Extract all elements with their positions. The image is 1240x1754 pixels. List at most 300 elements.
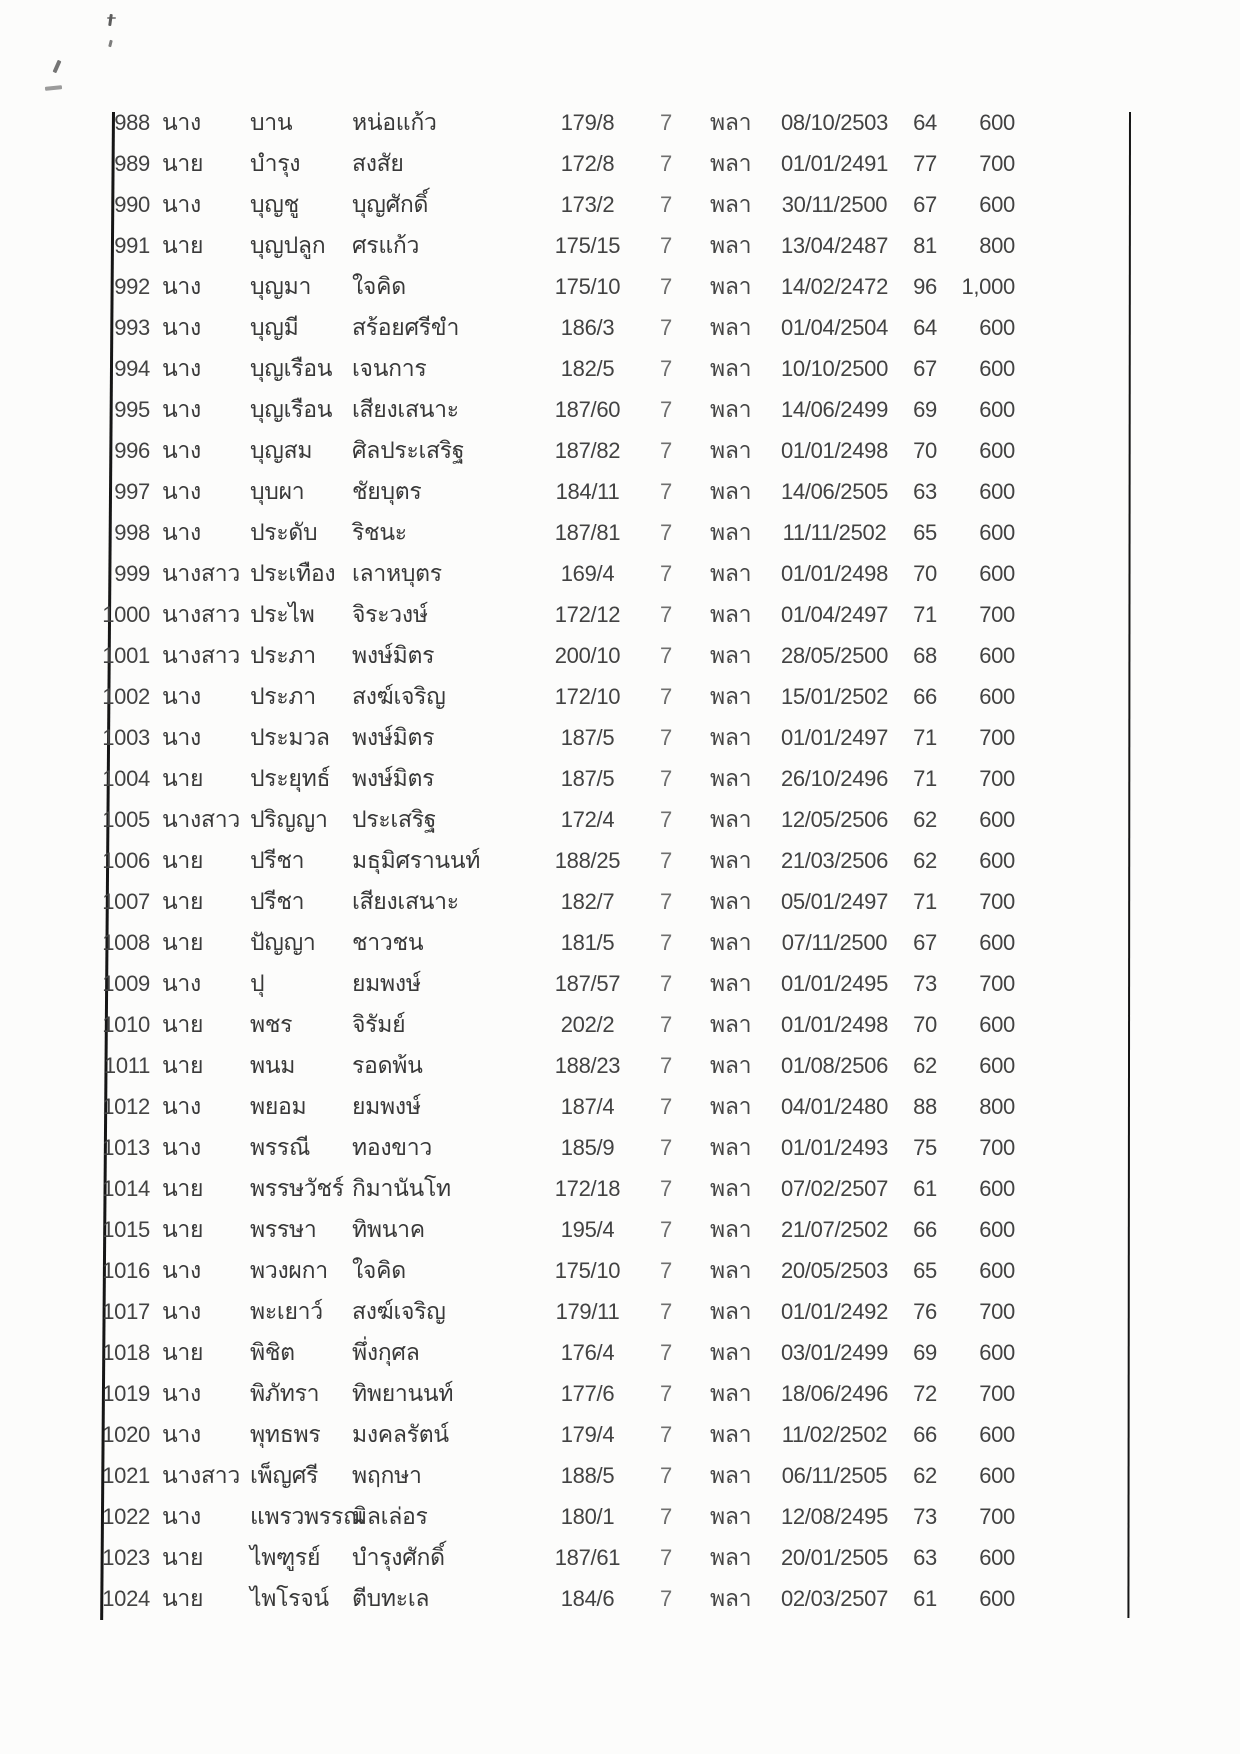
cell-birth-date: 01/01/2497 xyxy=(780,725,889,750)
cell-moo: 7 xyxy=(660,561,672,586)
cell-first-name: บุญมา xyxy=(250,273,312,299)
cell-title: นาย xyxy=(162,232,204,258)
table-row xyxy=(100,881,1030,922)
cell-house-no: 173/2 xyxy=(560,192,615,217)
cell-tambon: พลา xyxy=(710,1421,752,1447)
cell-last-name: สร้อยศรีขำ xyxy=(352,314,460,340)
cell-first-name: พิชิต xyxy=(250,1339,295,1365)
cell-house-no: 181/5 xyxy=(560,930,615,955)
cell-row-number: 994 xyxy=(114,356,150,381)
table-row xyxy=(100,1250,1030,1291)
cell-amount: 600 xyxy=(979,807,1015,832)
cell-title: นาง xyxy=(162,1257,201,1283)
cell-last-name: จิระวงษ์ xyxy=(352,601,428,627)
cell-last-name: กิมานันโท xyxy=(352,1175,451,1201)
table-row xyxy=(100,184,1030,225)
cell-birth-date: 01/01/2498 xyxy=(780,438,889,463)
cell-moo: 7 xyxy=(660,807,672,832)
cell-amount: 600 xyxy=(979,479,1015,504)
cell-title: นาย xyxy=(162,1175,204,1201)
cell-row-number: 1006 xyxy=(102,848,150,873)
cell-first-name: เพ็ญศรี xyxy=(250,1462,319,1488)
cell-row-number: 1000 xyxy=(102,602,150,627)
cell-row-number: 990 xyxy=(114,192,150,217)
cell-title: นาย xyxy=(162,1011,204,1037)
cell-age: 62 xyxy=(913,807,937,832)
cell-last-name: ตีบทะเล xyxy=(352,1585,430,1611)
cell-first-name: ประเทือง xyxy=(250,560,336,586)
cell-first-name: บุญปลูก xyxy=(250,232,326,258)
cell-first-name: บุญเรือน xyxy=(250,355,333,381)
cell-house-no: 184/11 xyxy=(555,479,620,504)
table-row xyxy=(100,266,1030,307)
cell-tambon: พลา xyxy=(710,519,752,545)
table-row xyxy=(100,1373,1030,1414)
cell-tambon: พลา xyxy=(710,1011,752,1037)
cell-house-no: 175/10 xyxy=(554,274,621,299)
cell-row-number: 1015 xyxy=(102,1217,150,1242)
cell-last-name: เลาหบุตร xyxy=(352,560,442,586)
cell-last-name: ศิลประเสริฐ xyxy=(352,437,465,463)
cell-age: 63 xyxy=(913,479,937,504)
table-row xyxy=(100,1168,1030,1209)
table-row xyxy=(100,1414,1030,1455)
cell-tambon: พลา xyxy=(710,683,752,709)
cell-house-no: 172/8 xyxy=(560,151,615,176)
cell-house-no: 184/6 xyxy=(560,1586,615,1611)
cell-row-number: 992 xyxy=(114,274,150,299)
cell-moo: 7 xyxy=(660,602,672,627)
cell-row-number: 1024 xyxy=(102,1586,150,1611)
cell-row-number: 1013 xyxy=(102,1135,150,1160)
cell-first-name: ไพฑูรย์ xyxy=(250,1544,321,1570)
cell-birth-date: 02/03/2507 xyxy=(780,1586,889,1611)
cell-house-no: 176/4 xyxy=(560,1340,615,1365)
cell-age: 81 xyxy=(913,233,937,258)
cell-row-number: 1017 xyxy=(102,1299,150,1324)
cell-birth-date: 01/01/2491 xyxy=(780,151,889,176)
cell-row-number: 995 xyxy=(114,397,150,422)
cell-birth-date: 12/05/2506 xyxy=(780,807,889,832)
cell-birth-date: 11/02/2502 xyxy=(781,1422,888,1447)
cell-amount: 800 xyxy=(979,233,1015,258)
cell-title: นาง xyxy=(162,1503,201,1529)
cell-first-name: แพรวพรรณ xyxy=(250,1503,365,1529)
table-row xyxy=(100,758,1030,799)
cell-age: 69 xyxy=(913,397,937,422)
table-row xyxy=(100,922,1030,963)
cell-tambon: พลา xyxy=(710,560,752,586)
cell-tambon: พลา xyxy=(710,765,752,791)
cell-last-name: พงษ์มิตร xyxy=(352,765,435,791)
cell-birth-date: 01/01/2498 xyxy=(780,1012,889,1037)
cell-birth-date: 08/10/2503 xyxy=(780,110,889,135)
cell-first-name: ประไพ xyxy=(250,601,315,627)
cell-house-no: 200/10 xyxy=(554,643,621,668)
cell-title: นาง xyxy=(162,519,201,545)
cell-first-name: ปรีชา xyxy=(250,888,305,914)
scan-artifact xyxy=(108,14,113,26)
cell-age: 65 xyxy=(913,520,937,545)
cell-age: 70 xyxy=(913,561,937,586)
cell-last-name: หน่อแก้ว xyxy=(352,109,437,135)
cell-first-name: พรรษวัชร์ xyxy=(250,1175,344,1201)
table-right-border xyxy=(1127,112,1131,1618)
cell-amount: 700 xyxy=(979,1504,1015,1529)
table-row xyxy=(100,348,1030,389)
cell-amount: 700 xyxy=(979,1381,1015,1406)
cell-first-name: ประภา xyxy=(250,642,316,668)
cell-first-name: ประดับ xyxy=(250,519,318,545)
cell-tambon: พลา xyxy=(710,1503,752,1529)
cell-moo: 7 xyxy=(660,1053,672,1078)
cell-house-no: 179/4 xyxy=(560,1422,615,1447)
cell-amount: 600 xyxy=(979,1463,1015,1488)
cell-age: 69 xyxy=(913,1340,937,1365)
cell-first-name: พยอม xyxy=(250,1093,307,1119)
cell-moo: 7 xyxy=(660,1012,672,1037)
table-row xyxy=(100,143,1030,184)
cell-amount: 600 xyxy=(979,192,1015,217)
cell-title: นาย xyxy=(162,888,204,914)
cell-amount: 600 xyxy=(979,438,1015,463)
cell-row-number: 998 xyxy=(114,520,150,545)
cell-amount: 600 xyxy=(979,315,1015,340)
table-row xyxy=(100,389,1030,430)
cell-moo: 7 xyxy=(660,479,672,504)
cell-first-name: พะเยาว์ xyxy=(250,1298,323,1324)
cell-house-no: 182/7 xyxy=(560,889,615,914)
table-row xyxy=(100,1332,1030,1373)
cell-first-name: พนม xyxy=(250,1052,296,1078)
cell-row-number: 1007 xyxy=(102,889,150,914)
cell-moo: 7 xyxy=(660,1545,672,1570)
cell-house-no: 177/6 xyxy=(560,1381,615,1406)
cell-tambon: พลา xyxy=(710,888,752,914)
cell-amount: 700 xyxy=(979,151,1015,176)
cell-tambon: พลา xyxy=(710,1298,752,1324)
cell-moo: 7 xyxy=(660,1299,672,1324)
cell-title: นาง xyxy=(162,1380,201,1406)
cell-last-name: เจนการ xyxy=(352,355,427,381)
cell-house-no: 169/4 xyxy=(560,561,615,586)
cell-amount: 700 xyxy=(979,602,1015,627)
cell-last-name: มิลเล่อร xyxy=(352,1503,428,1529)
cell-birth-date: 20/05/2503 xyxy=(780,1258,889,1283)
cell-amount: 600 xyxy=(979,848,1015,873)
cell-first-name: พชร xyxy=(250,1011,293,1037)
table-row xyxy=(100,102,1030,143)
cell-moo: 7 xyxy=(660,848,672,873)
cell-house-no: 202/2 xyxy=(560,1012,615,1037)
cell-moo: 7 xyxy=(660,151,672,176)
cell-amount: 600 xyxy=(979,397,1015,422)
cell-title: นางสาว xyxy=(162,1462,240,1488)
cell-moo: 7 xyxy=(660,397,672,422)
scan-artifact xyxy=(108,40,113,48)
cell-last-name: พึ่งกุศล xyxy=(352,1339,420,1365)
cell-title: นาง xyxy=(162,109,201,135)
cell-moo: 7 xyxy=(660,233,672,258)
cell-first-name: บุญมี xyxy=(250,314,299,340)
cell-first-name: บุญเรือน xyxy=(250,396,333,422)
cell-first-name: บาน xyxy=(250,109,293,135)
cell-row-number: 1023 xyxy=(102,1545,150,1570)
cell-last-name: จิรัมย์ xyxy=(352,1011,406,1037)
cell-amount: 600 xyxy=(979,1217,1015,1242)
cell-moo: 7 xyxy=(660,766,672,791)
cell-last-name: ศรแก้ว xyxy=(352,232,420,258)
cell-first-name: พุทธพร xyxy=(250,1421,321,1447)
cell-house-no: 172/4 xyxy=(560,807,615,832)
cell-title: นาง xyxy=(162,191,201,217)
cell-birth-date: 01/01/2493 xyxy=(780,1135,889,1160)
cell-amount: 600 xyxy=(979,110,1015,135)
cell-last-name: ยมพงษ์ xyxy=(352,970,421,996)
table-row xyxy=(100,512,1030,553)
table-row xyxy=(100,1045,1030,1086)
cell-last-name: เสียงเสนาะ xyxy=(352,888,459,914)
cell-title: นาย xyxy=(162,1585,204,1611)
cell-title: นางสาว xyxy=(162,806,240,832)
cell-row-number: 1020 xyxy=(102,1422,150,1447)
cell-amount: 700 xyxy=(979,766,1015,791)
cell-row-number: 991 xyxy=(114,233,150,258)
cell-row-number: 1004 xyxy=(102,766,150,791)
cell-birth-date: 11/11/2502 xyxy=(782,520,887,545)
cell-last-name: พงษ์มิตร xyxy=(352,724,435,750)
cell-age: 64 xyxy=(913,110,937,135)
cell-row-number: 1010 xyxy=(102,1012,150,1037)
cell-birth-date: 26/10/2496 xyxy=(780,766,889,791)
cell-age: 71 xyxy=(913,602,937,627)
cell-last-name: ริชนะ xyxy=(352,519,407,545)
cell-tambon: พลา xyxy=(710,1257,752,1283)
cell-moo: 7 xyxy=(660,192,672,217)
cell-tambon: พลา xyxy=(710,1216,752,1242)
cell-title: นาย xyxy=(162,1544,204,1570)
cell-title: นาย xyxy=(162,1216,204,1242)
cell-amount: 700 xyxy=(979,725,1015,750)
cell-moo: 7 xyxy=(660,1135,672,1160)
cell-age: 64 xyxy=(913,315,937,340)
cell-moo: 7 xyxy=(660,1094,672,1119)
cell-birth-date: 14/02/2472 xyxy=(780,274,889,299)
cell-age: 71 xyxy=(913,889,937,914)
cell-birth-date: 05/01/2497 xyxy=(780,889,889,914)
cell-birth-date: 01/01/2495 xyxy=(780,971,889,996)
cell-moo: 7 xyxy=(660,930,672,955)
cell-house-no: 188/23 xyxy=(554,1053,621,1078)
cell-title: นาง xyxy=(162,273,201,299)
cell-birth-date: 07/11/2500 xyxy=(781,930,888,955)
cell-moo: 7 xyxy=(660,520,672,545)
cell-age: 66 xyxy=(913,1422,937,1447)
cell-house-no: 187/4 xyxy=(560,1094,615,1119)
cell-house-no: 179/11 xyxy=(555,1299,620,1324)
cell-house-no: 185/9 xyxy=(560,1135,615,1160)
table-row xyxy=(100,963,1030,1004)
cell-tambon: พลา xyxy=(710,806,752,832)
cell-first-name: ปัญญา xyxy=(250,929,316,955)
cell-amount: 1,000 xyxy=(961,274,1015,299)
cell-house-no: 187/5 xyxy=(560,766,615,791)
cell-moo: 7 xyxy=(660,274,672,299)
cell-amount: 600 xyxy=(979,356,1015,381)
cell-tambon: พลา xyxy=(710,642,752,668)
cell-last-name: ใจคิด xyxy=(352,273,406,299)
table-row xyxy=(100,1086,1030,1127)
scan-artifact xyxy=(53,60,62,74)
cell-last-name: ทิพยานนท์ xyxy=(352,1380,454,1406)
table-row xyxy=(100,430,1030,471)
cell-age: 62 xyxy=(913,848,937,873)
cell-age: 72 xyxy=(913,1381,937,1406)
cell-title: นาง xyxy=(162,314,201,340)
cell-row-number: 1005 xyxy=(102,807,150,832)
cell-amount: 600 xyxy=(979,684,1015,709)
cell-birth-date: 07/02/2507 xyxy=(780,1176,889,1201)
cell-row-number: 1009 xyxy=(102,971,150,996)
cell-house-no: 175/15 xyxy=(554,233,621,258)
cell-last-name: บำรุงศักดิ์ xyxy=(352,1544,445,1570)
cell-house-no: 188/5 xyxy=(560,1463,615,1488)
cell-age: 61 xyxy=(913,1176,937,1201)
cell-amount: 700 xyxy=(979,971,1015,996)
cell-amount: 600 xyxy=(979,643,1015,668)
cell-moo: 7 xyxy=(660,1422,672,1447)
cell-moo: 7 xyxy=(660,1258,672,1283)
cell-birth-date: 21/03/2506 xyxy=(780,848,889,873)
table-row xyxy=(100,1496,1030,1537)
cell-first-name: พรรณี xyxy=(250,1134,311,1160)
cell-amount: 700 xyxy=(979,1135,1015,1160)
cell-first-name: บำรุง xyxy=(250,150,301,176)
table-row xyxy=(100,307,1030,348)
cell-birth-date: 10/10/2500 xyxy=(780,356,889,381)
cell-house-no: 195/4 xyxy=(560,1217,615,1242)
scan-artifact xyxy=(45,85,62,91)
cell-age: 65 xyxy=(913,1258,937,1283)
cell-birth-date: 13/04/2487 xyxy=(780,233,889,258)
cell-amount: 600 xyxy=(979,1545,1015,1570)
cell-moo: 7 xyxy=(660,889,672,914)
cell-title: นาง xyxy=(162,1421,201,1447)
cell-amount: 600 xyxy=(979,1340,1015,1365)
cell-birth-date: 30/11/2500 xyxy=(781,192,888,217)
table-row xyxy=(100,635,1030,676)
cell-moo: 7 xyxy=(660,1463,672,1488)
table-row xyxy=(100,1004,1030,1045)
cell-amount: 600 xyxy=(979,1258,1015,1283)
cell-birth-date: 28/05/2500 xyxy=(780,643,889,668)
cell-age: 77 xyxy=(913,151,937,176)
cell-birth-date: 14/06/2499 xyxy=(780,397,889,422)
scan-artifact xyxy=(107,17,116,19)
cell-birth-date: 21/07/2502 xyxy=(780,1217,889,1242)
cell-tambon: พลา xyxy=(710,437,752,463)
cell-title: นาง xyxy=(162,437,201,463)
cell-tambon: พลา xyxy=(710,847,752,873)
cell-house-no: 175/10 xyxy=(554,1258,621,1283)
cell-first-name: บุญสม xyxy=(250,437,313,463)
cell-title: นางสาว xyxy=(162,642,240,668)
cell-row-number: 997 xyxy=(114,479,150,504)
cell-tambon: พลา xyxy=(710,232,752,258)
cell-first-name: ปรีชา xyxy=(250,847,305,873)
cell-row-number: 1002 xyxy=(102,684,150,709)
cell-first-name: ประมวล xyxy=(250,724,330,750)
cell-row-number: 999 xyxy=(114,561,150,586)
cell-last-name: เสียงเสนาะ xyxy=(352,396,459,422)
cell-house-no: 187/60 xyxy=(554,397,621,422)
cell-birth-date: 01/04/2504 xyxy=(780,315,889,340)
cell-row-number: 1003 xyxy=(102,725,150,750)
cell-tambon: พลา xyxy=(710,1585,752,1611)
cell-age: 73 xyxy=(913,1504,937,1529)
cell-first-name: บุบผา xyxy=(250,478,305,504)
cell-amount: 600 xyxy=(979,930,1015,955)
cell-last-name: สงสัย xyxy=(352,150,404,176)
cell-house-no: 186/3 xyxy=(560,315,615,340)
cell-tambon: พลา xyxy=(710,273,752,299)
cell-row-number: 1018 xyxy=(102,1340,150,1365)
cell-amount: 600 xyxy=(979,1422,1015,1447)
table-row xyxy=(100,676,1030,717)
cell-age: 73 xyxy=(913,971,937,996)
cell-amount: 600 xyxy=(979,1012,1015,1037)
cell-tambon: พลา xyxy=(710,970,752,996)
cell-tambon: พลา xyxy=(710,1093,752,1119)
table-row xyxy=(100,1209,1030,1250)
table-row xyxy=(100,799,1030,840)
cell-age: 62 xyxy=(913,1053,937,1078)
cell-moo: 7 xyxy=(660,971,672,996)
cell-birth-date: 01/08/2506 xyxy=(780,1053,889,1078)
cell-row-number: 1021 xyxy=(102,1463,150,1488)
table-row xyxy=(100,471,1030,512)
cell-moo: 7 xyxy=(660,684,672,709)
cell-title: นาง xyxy=(162,970,201,996)
cell-row-number: 1014 xyxy=(102,1176,150,1201)
cell-tambon: พลา xyxy=(710,1339,752,1365)
cell-tambon: พลา xyxy=(710,355,752,381)
cell-first-name: พวงผกา xyxy=(250,1257,328,1283)
table-row xyxy=(100,1291,1030,1332)
cell-house-no: 172/18 xyxy=(554,1176,621,1201)
cell-amount: 600 xyxy=(979,561,1015,586)
cell-tambon: พลา xyxy=(710,724,752,750)
cell-amount: 600 xyxy=(979,1586,1015,1611)
cell-row-number: 1011 xyxy=(103,1053,150,1078)
cell-first-name: พรรษา xyxy=(250,1216,317,1242)
cell-moo: 7 xyxy=(660,356,672,381)
cell-birth-date: 03/01/2499 xyxy=(780,1340,889,1365)
register-table xyxy=(100,102,1030,1619)
cell-first-name: ประภา xyxy=(250,683,316,709)
cell-first-name: ปริญญา xyxy=(250,806,328,832)
cell-birth-date: 04/01/2480 xyxy=(780,1094,889,1119)
cell-title: นาง xyxy=(162,683,201,709)
cell-row-number: 1008 xyxy=(102,930,150,955)
cell-last-name: สงฆ์เจริญ xyxy=(352,683,446,709)
cell-row-number: 989 xyxy=(114,151,150,176)
cell-age: 68 xyxy=(913,643,937,668)
table-row xyxy=(100,1455,1030,1496)
cell-age: 67 xyxy=(913,930,937,955)
cell-birth-date: 01/01/2492 xyxy=(780,1299,889,1324)
cell-row-number: 1019 xyxy=(102,1381,150,1406)
